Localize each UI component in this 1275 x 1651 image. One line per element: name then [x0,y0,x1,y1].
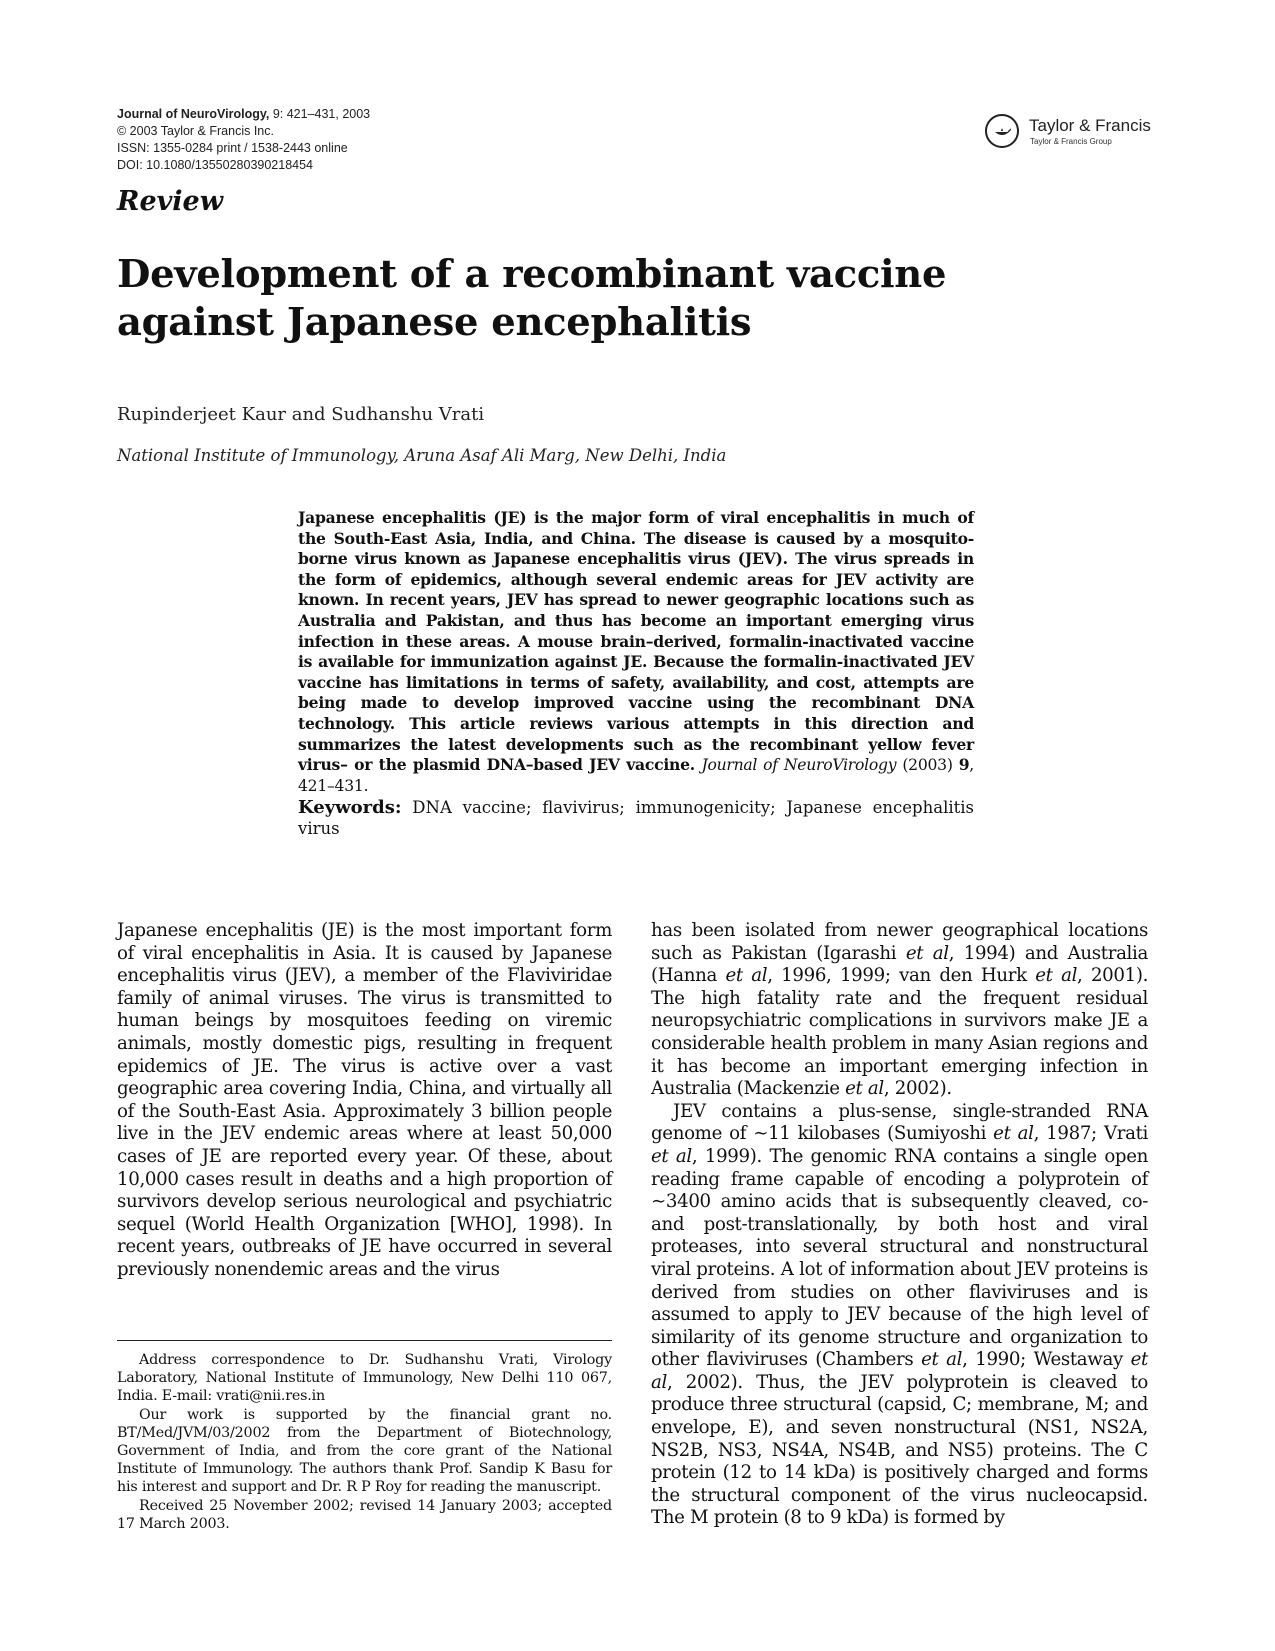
text-run: , 2001). The high fatality rate and the frequent residual neuropsychiatric complications in survivors make JE a considerable health problem in many Asian regions and it has become an important emerging infection in Australia (Mackenzie [651,965,1149,1100]
keywords-text: DNA vaccine; flavivirus; immunogenicity; Japanese encephalitis virus [298,798,974,838]
footnotes [117,1351,612,1533]
keywords-label: Keywords: [298,797,402,818]
doi: DOI: 10.1080/13550280390218454 [117,158,314,172]
et-al: et al [905,942,949,964]
et-al: et al [993,1123,1034,1145]
text-run: has been isolated from newer geographical locations such as Pakistan (Igarashi [651,920,1148,964]
section-label: Review [117,186,223,217]
publisher-group: Taylor & Francis Group [1030,137,1112,146]
footnote-funding: Our work is supported by the financial grant no. BT/Med/JVM/03/2002 from the Department of Biotechnology, Government of India, and from the core grant of the National Institute of Immunology. The authors thank Prof. Sandip K Basu for his interest and support and Dr. R P Roy for reading the manuscript. [117,1406,612,1496]
body-paragraph: Japanese encephalitis (JE) is the most important form of viral encephalitis in Asia. It is caused by Japanese encephalitis virus (JEV), a member of the Flaviviridae family of animal viruses. The virus is transmitted to human beings by mosquitoes feeding on viremic animals, mostly domestic pigs, resulting in frequent epidemics of JE. The virus is active over a vast geographic area covering India, China, and virtually all of the South-East Asia. Approximately 3 billion people live in the JEV endemic areas where at least 50,000 cases of JE are reported every year. Of these, about 10,000 cases result in deaths and a high proportion of survivors develop serious neurological and psychiatric sequel (World Health Organization [WHO], 1998). In recent years, outbreaks of JE have occurred in several previously nonendemic areas and the virus [117,920,612,1280]
text-run: , 1999). The genomic RNA contains a single open reading frame capable of encoding a polyprotein of ∼3400 amino acids that is subsequently cleaved, co- and post-translationally, by both host and viral proteases, into several structural and nonstructural viral proteins. A lot of information about JEV proteins is derived from studies on other flaviviruses and is assumed to apply to JEV because of the high level of similarity of its genome structure and organization to other flaviviruses (Chambers [651,1145,1148,1371]
article-title: Development of a recombinant vaccine against Japanese encephalitis [117,252,947,345]
footnote-correspondence: Address correspondence to Dr. Sudhanshu Vrati, Virology Laboratory, National Institute of Immunology, New Delhi 110 067, India. E-mail: vrati@nii.res.in [117,1352,612,1405]
et-al: et al [651,1349,1149,1393]
journal-name: Journal of NeuroVirology, [117,107,270,121]
body-column-right [651,920,1148,1530]
abstract-cite-volume: 9 [958,755,970,775]
body-column-left [117,920,612,1282]
text-run: , 1987; Vrati [1033,1123,1148,1145]
et-al: et al [845,1078,884,1100]
text-run: , 1996, 1999; van den Hurk [767,965,1036,987]
text-run: , 1990; Westaway [962,1349,1131,1371]
et-al: et al [1035,965,1078,987]
text-run: JEV contains a plus-sense, single-stranded RNA genome of ∼11 kilobases (Sumiyoshi [651,1100,1148,1145]
journal-citation [117,106,370,123]
body-paragraph [651,1101,1148,1530]
publisher-name: Taylor & Francis [1029,116,1151,135]
body-paragraph [651,920,1148,1101]
issn: ISSN: 1355-0284 print / 1538-2443 online [117,141,348,155]
authors: Rupinderjeet Kaur and Sudhanshu Vrati [117,404,485,425]
text-run: , 2002). [883,1078,952,1100]
affiliation: National Institute of Immunology, Aruna Asaf Ali Marg, New Delhi, India [117,446,727,465]
abstract-text: Japanese encephalitis (JE) is the major form of viral encephalitis in much of the South-East Asia, India, and China. The disease is caused by a mosquito-borne virus known as Japanese encephalitis virus (JEV). The virus spreads in the form of epidemics, although several endemic areas for JEV activity are known. In recent years, JEV has spread to newer geographic locations such as Australia and Pakistan, and thus has become an important emerging virus infection in these areas. A mouse brain–derived, formalin-inactivated vaccine is available for immunization against JE. Because the formalin-inactivated JEV vaccine has limitations in terms of safety, availability, and cost, attempts are being made to develop improved vaccine using the recombinant DNA technology. This article reviews various attempts in this direction and summarizes the latest developments such as the recombinant yellow fever virus– or the plasmid DNA–based JEV vaccine. [298,508,974,775]
text-run: , 2002). Thus, the JEV polyprotein is cleaved to produce three structural (capsid, C; membrane, M; and envelope, E), and seven nonstructural (NS1, NS2A, NS2B, NS3, NS4A, NS4B, and NS5) proteins. The C protein (12 to 14 kDa) is positively charged and forms the structural component of the virus nucleocapsid. The M protein (8 to 9 kDa) is formed by [651,1371,1148,1529]
publisher-logo [985,114,1160,156]
journal-metadata [117,106,370,174]
text-run: , 1994) and Australia (Hanna [651,942,1148,987]
lamp-icon [985,114,1019,148]
abstract-cite-year: (2003) [896,756,959,775]
et-al: et al [651,1145,692,1167]
abstract-cite-journal: Journal of NeuroVirology [701,756,897,775]
abstract [298,508,974,796]
et-al: et al [921,1349,963,1371]
journal-volume-pages: 9: 421–431, 2003 [269,107,371,121]
abstract-cite-pages: , 421–431. [298,756,975,795]
footnote-dates: Received 25 November 2002; revised 14 January 2003; accepted 17 March 2003. [117,1497,612,1532]
et-al: et al [725,965,768,987]
keywords [298,798,974,839]
copyright: © 2003 Taylor & Francis Inc. [117,124,274,138]
footnote-divider [117,1340,612,1341]
